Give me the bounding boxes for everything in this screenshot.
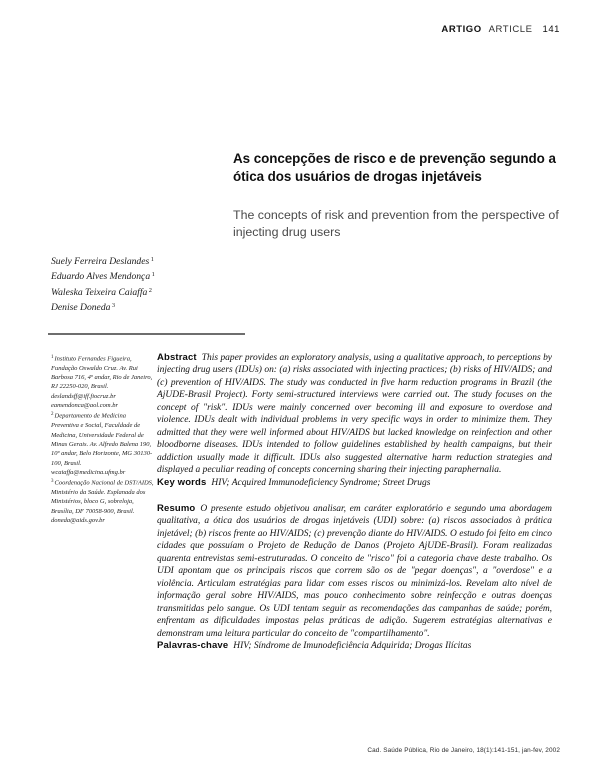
author-entry	[51, 253, 241, 268]
author-affiliation-marker: 1	[150, 256, 154, 263]
author-affiliation-marker: 2	[148, 286, 152, 294]
affiliation-list	[51, 353, 155, 525]
author-entry	[51, 268, 241, 283]
affiliation-text: Instituto Fernandes Figueira, Fundação Oswaldo Cruz. Av. Rui Barbosa 716, 4º andar, Rio de Janeiro, RJ 22250-020, Brasil. deslandsff@iff.fiocruz.br eamendonca@aol.com.br	[51, 355, 153, 410]
running-head-label-pt: ARTIGO	[441, 24, 482, 35]
section-divider-rule	[48, 333, 245, 335]
author-entry	[51, 299, 241, 314]
author-entry	[51, 284, 241, 299]
keywords-en-body: HIV; Acquired Immunodeficiency Syndrome; Street Drugs	[211, 477, 431, 488]
affiliation-entry	[51, 477, 155, 525]
keywords-pt-body: HIV; Síndrome de Imunodeficiência Adquirida; Drogas Ilícitas	[233, 640, 472, 651]
running-head-label-en: ARTICLE	[488, 24, 533, 35]
affiliation-marker: 2	[51, 412, 54, 418]
title-block	[233, 150, 563, 240]
resumo-body: O presente estudo objetivou analisar, em caráter exploratório e segundo uma abordagem qualitativa, a ótica dos usuários de drogas injetáveis (UDI) sobre: (a) riscos associados à prática injetável; (b) riscos frente ao HIV/AIDS; (c) prevenção diante do HIV/AIDS. O estudo foi feito em cinco cidades que possuíam o Projeto de Redução de Danos (Projeto AjUDE-Brasil). Foram realizadas quarenta entrevistas semi-estruturadas. O conceito de "risco" foi a categoria chave deste trabalho. Os UDI apontam que os principais riscos que correm são os de "pegar doenças", a "overdose" e a violência. Articulam estratégias para lidar com esses riscos ou minimizá-los. Revelam alto nível de informação geral sobre HIV/AIDS, mas pouco conhecimento sobre reinfecção e outras doenças transmitidas pelo sangue. Os UDI tentam seguir as recomendações das campanhas de saúde; porém, enfrentam as dificuldades impostas pelas práticas de adição. Sugerem estratégias alternativas e demonstram uma leitura particular do conceito de "compartilhamento".	[157, 503, 552, 639]
author-name: Denise Doneda	[51, 302, 111, 314]
abstract-column	[157, 352, 552, 652]
footer-citation: Cad. Saúde Pública, Rio de Janeiro, 18(1):141-151, jan-fev, 2002	[367, 747, 560, 754]
affiliation-entry	[51, 410, 155, 477]
author-name: Suely Ferreira Deslandes	[51, 256, 150, 268]
affiliation-text: Departamento de Medicina Preventiva e Social, Faculdade de Medicina, Universidade Federal de Minas Gerais. Av. Alfredo Balena 190, 10º andar, Belo Horizonte, MG 30130-100, Brasil. wcaiaffa@medicina.ufmg.br	[51, 412, 153, 476]
abstract-paragraph	[157, 352, 552, 477]
resumo-label: Resumo	[157, 502, 196, 514]
page-number: 141	[542, 24, 560, 35]
article-title-pt: As concepções de risco e de prevenção segundo a ótica dos usuários de drogas injetáveis	[233, 151, 556, 184]
article-title-en: The concepts of risk and prevention from the perspective of injecting drug users	[233, 208, 559, 239]
resumo-paragraph	[157, 503, 552, 640]
author-affiliation-marker: 1	[151, 271, 155, 279]
affiliation-marker: 1	[51, 355, 54, 360]
abstract-label: Abstract	[157, 352, 197, 363]
affiliation-text: Coordenação Nacional de DST/AIDS, Ministério da Saúde. Esplanada dos Ministérios, bloco G, sobreloja, Brasília, DF 70058-900, Brasil. doneda@aids.gov.br	[51, 479, 154, 525]
author-list	[51, 253, 241, 315]
abstract-body: This paper provides an exploratory analysis, using a qualitative approach, to perceptions by injecting drug users (IDUs) on: (a) risks associated with injecting practices; (b) risks of HIV/AIDS; and (c) prevention of HIV/AIDS. The study was conducted in five harm reduction programs in Brazil (the AjUDE-Brasil Project). Forty semi-structured interviews were carried out. The study focuses on the concept of "risk". IDUs were mainly concerned over becoming ill and exposure to overdose and violence. IDUs dealt with individual problems in very specific ways in order to minimize them. They admitted that they were well informed about HIV/AIDS but lacked knowledge on reinfection and other bloodborne diseases. IDUs intended to follow guidelines established by health campaigns, but their addiction usually made it difficult. IDUs also suggested alternative harm reduction strategies and displayed a peculiar reading of concepts concerning sharing their injecting paraphernalia.	[157, 353, 552, 476]
running-head	[441, 24, 560, 35]
keywords-pt-label: Palavras-chave	[157, 639, 229, 651]
keywords-en-paragraph	[157, 477, 552, 489]
author-affiliation-marker: 3	[111, 302, 116, 310]
keywords-en-label: Key words	[157, 476, 207, 488]
keywords-pt-paragraph	[157, 640, 552, 652]
affiliation-entry	[51, 353, 155, 410]
author-name: Eduardo Alves Mendonça	[51, 271, 151, 283]
affiliation-marker: 3	[51, 479, 54, 485]
author-name: Waleska Teixeira Caiaffa	[51, 286, 148, 298]
